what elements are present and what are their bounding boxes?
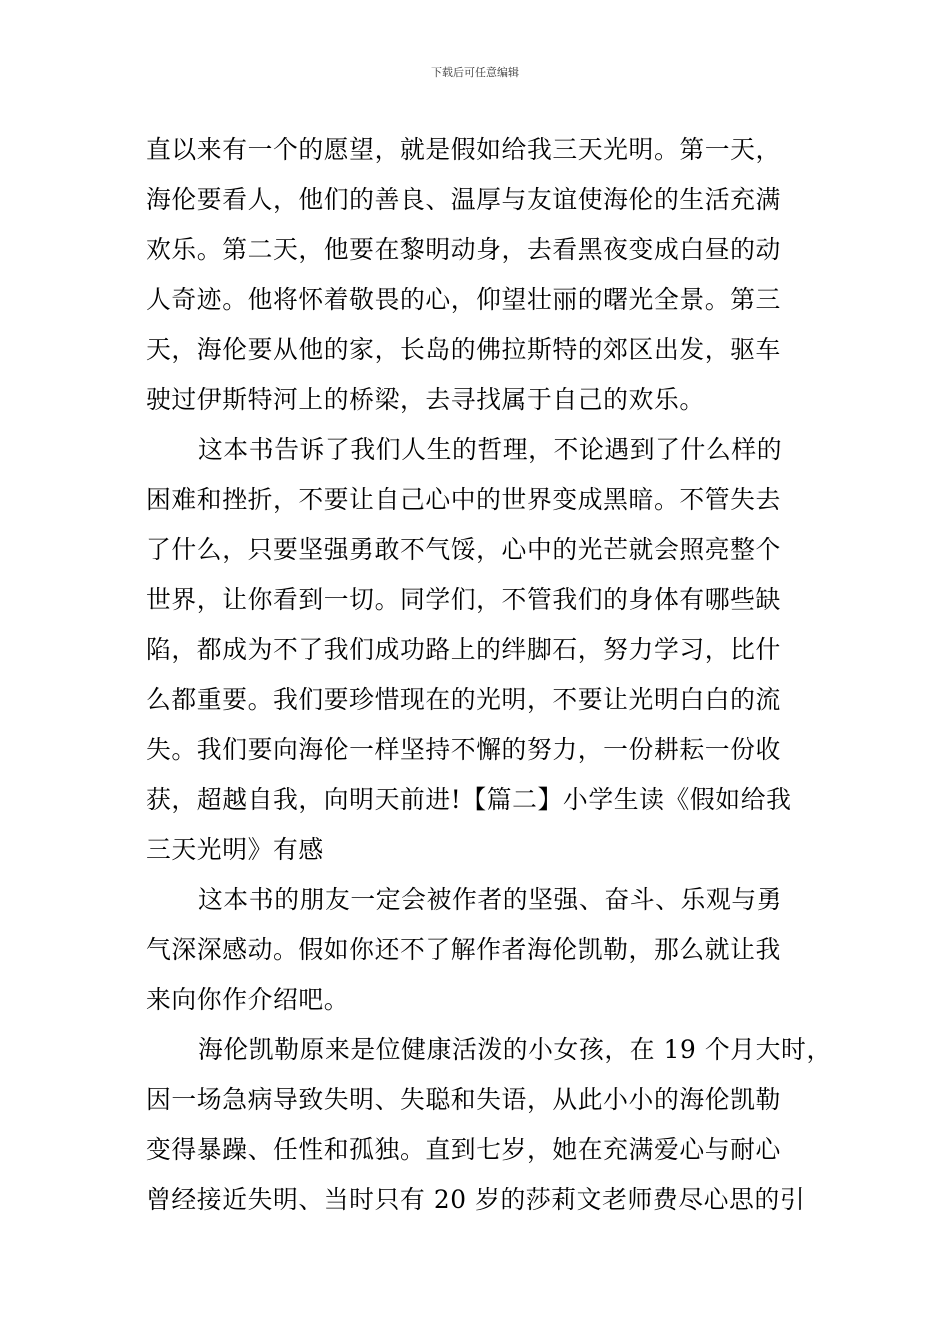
text-line: 驶过伊斯特河上的桥梁，去寻找属于自己的欢乐。 [146,385,705,414]
text-line-paragraph-start: 海伦凯勒原来是位健康活泼的小女孩，在 19 个月大时， [198,1035,832,1064]
text-line: 直以来有一个的愿望，就是假如给我三天光明。第一天， [146,135,781,164]
text-line: 人奇迹。他将怀着敬畏的心，仰望壮丽的曙光全景。第三 [146,285,781,314]
text-line: 了什么，只要坚强勇敢不气馁，心中的光芒就会照亮整个 [146,535,781,564]
text-line: 陷，都成为不了我们成功路上的绊脚石，努力学习，比什 [146,635,781,664]
text-line: 欢乐。第二天，他要在黎明动身，去看黑夜变成白昼的动 [146,235,781,264]
text-line: 变得暴躁、任性和孤独。直到七岁，她在充满爱心与耐心 [146,1135,781,1164]
text-line: 三天光明》有感 [146,835,324,864]
text-line: 天，海伦要从他的家，长岛的佛拉斯特的郊区出发，驱车 [146,335,781,364]
text-line: 失。我们要向海伦一样坚持不懈的努力，一份耕耘一份收 [146,735,781,764]
text-line: 气深深感动。假如你还不了解作者海伦凯勒，那么就让我 [146,935,781,964]
body-text [146,125,832,1225]
text-line: 曾经接近失明、当时只有 20 岁的莎莉文老师费尽心思的引 [146,1185,806,1214]
text-line: 海伦要看人，他们的善良、温厚与友谊使海伦的生活充满 [146,185,781,214]
text-line: 世界，让你看到一切。同学们，不管我们的身体有哪些缺 [146,585,781,614]
text-line: 么都重要。我们要珍惜现在的光明，不要让光明白白的流 [146,685,781,714]
text-line: 来向你作介绍吧。 [146,985,350,1014]
text-line-paragraph-start: 这本书的朋友一定会被作者的坚强、奋斗、乐观与勇 [198,885,783,914]
page-header: 下载后可任意编辑 [431,66,519,79]
text-line-paragraph-start: 这本书告诉了我们人生的哲理，不论遇到了什么样的 [198,435,783,464]
text-line: 困难和挫折，不要让自己心中的世界变成黑暗。不管失去 [146,485,781,514]
text-line: 因一场急病导致失明、失聪和失语，从此小小的海伦凯勒 [146,1085,781,1114]
text-line: 获，超越自我，向明天前进!【篇二】小学生读《假如给我 [146,785,792,814]
